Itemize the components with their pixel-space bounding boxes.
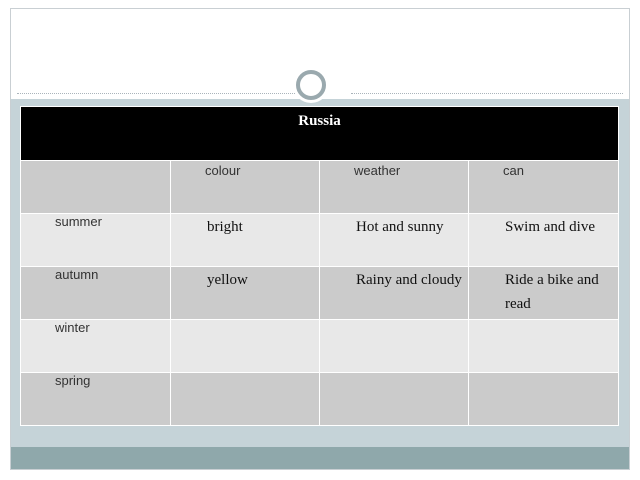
table-title: Russia bbox=[21, 107, 619, 161]
header-cell-empty bbox=[21, 161, 171, 214]
season-cell: summer bbox=[21, 214, 171, 267]
season-cell: autumn bbox=[21, 267, 171, 320]
divider-right bbox=[351, 93, 623, 94]
divider-left bbox=[17, 93, 309, 94]
weather-cell bbox=[320, 320, 469, 373]
can-cell bbox=[469, 373, 619, 426]
colour-cell bbox=[171, 320, 320, 373]
header-cell-weather: weather bbox=[320, 161, 469, 214]
colour-cell: yellow bbox=[171, 267, 320, 320]
ring-ornament bbox=[296, 70, 326, 100]
season-cell: spring bbox=[21, 373, 171, 426]
header-row bbox=[21, 161, 619, 214]
can-cell: Ride a bike and read bbox=[469, 267, 619, 320]
table-row-spring bbox=[21, 373, 619, 426]
can-cell: Swim and dive bbox=[469, 214, 619, 267]
weather-cell: Rainy and cloudy bbox=[320, 267, 469, 320]
footer-bar bbox=[11, 447, 629, 469]
can-cell bbox=[469, 320, 619, 373]
table-row-summer bbox=[21, 214, 619, 267]
season-cell: winter bbox=[21, 320, 171, 373]
colour-cell bbox=[171, 373, 320, 426]
russia-table bbox=[20, 106, 619, 426]
weather-cell: Hot and sunny bbox=[320, 214, 469, 267]
header-cell-can: can bbox=[469, 161, 619, 214]
table-row-winter bbox=[21, 320, 619, 373]
colour-cell: bright bbox=[171, 214, 320, 267]
table-row-autumn bbox=[21, 267, 619, 320]
header-cell-colour: colour bbox=[171, 161, 320, 214]
weather-cell bbox=[320, 373, 469, 426]
